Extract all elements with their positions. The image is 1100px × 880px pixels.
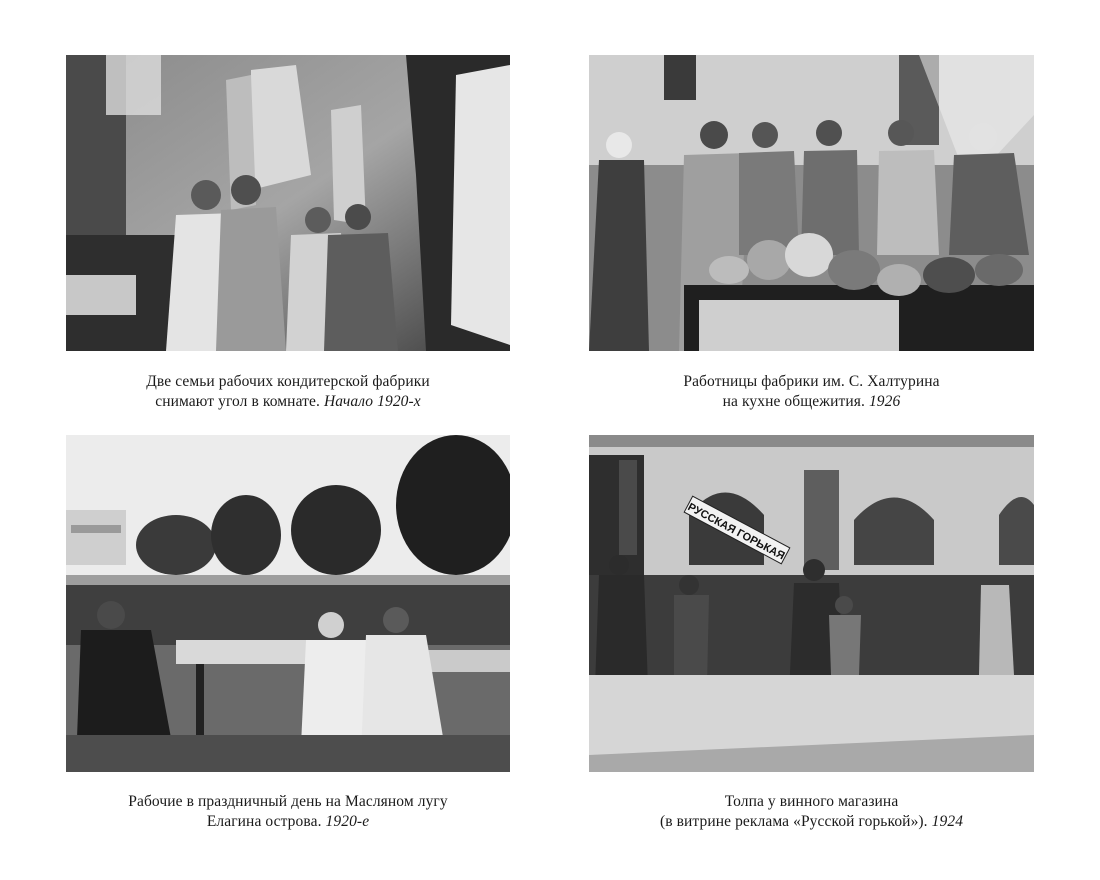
caption-text: Елагина острова. xyxy=(206,813,322,830)
photo-workers-kitchen xyxy=(589,55,1034,351)
shop-banner-text: РУССКАЯ ГОРЬКАЯ xyxy=(685,501,787,563)
photo-families-room-corner xyxy=(66,55,510,351)
caption-line-2 xyxy=(589,392,1034,412)
caption-text: (в витрине реклама «Русской горькой»). xyxy=(659,813,928,830)
caption-date: 1924 xyxy=(931,813,964,830)
caption-date: 1926 xyxy=(868,393,901,410)
photo-crowd-wine-shop xyxy=(589,435,1034,772)
caption-line-2 xyxy=(66,392,510,412)
photo-workers-holiday-meadow xyxy=(66,435,510,772)
caption-text: на кухне общежития. xyxy=(722,393,865,410)
caption-line-2 xyxy=(66,812,510,832)
caption-text: снимают угол в комнате. xyxy=(155,393,320,410)
caption-workers-holiday-meadow xyxy=(66,792,510,832)
caption-line-1: Рабочие в праздничный день на Масляном лугу xyxy=(128,793,448,810)
caption-line-1: Две семьи рабочих кондитерской фабрики xyxy=(146,373,430,390)
caption-line-1: Толпа у винного магазина xyxy=(724,793,899,810)
caption-line-1: Работницы фабрики им. С. Халтурина xyxy=(683,373,940,390)
caption-workers-kitchen xyxy=(589,372,1034,412)
caption-crowd-wine-shop xyxy=(589,792,1034,832)
caption-date: 1920-е xyxy=(325,813,370,830)
caption-date: Начало 1920-х xyxy=(323,393,421,410)
caption-families-room-corner xyxy=(66,372,510,412)
caption-line-2 xyxy=(589,812,1034,832)
